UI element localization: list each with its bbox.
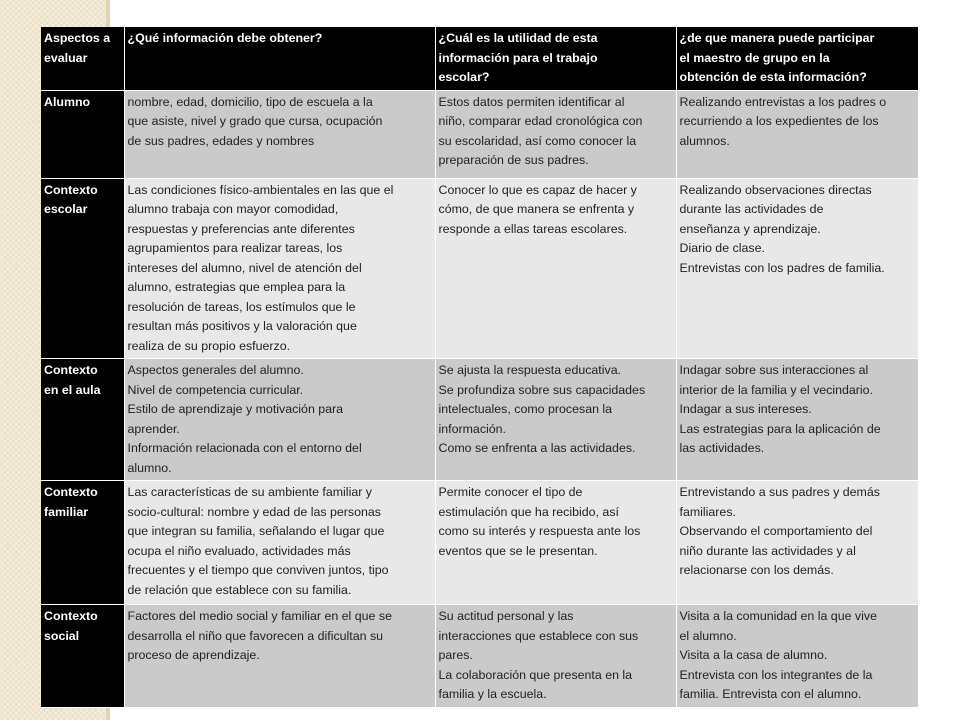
header-informacion: ¿Qué información debe obtener? [124,27,435,90]
row-label: Contexto escolar [41,178,124,359]
utility-cell: Su actitud personal y las interacciones que establece con sus pares. La colaboración que presenta en la familia y la escuela. [435,605,676,708]
header-utilidad: ¿Cuál es la utilidad de esta información para el trabajo escolar? [435,27,676,90]
row-label: Alumno [41,90,124,178]
table-row [41,481,918,605]
utility-cell: Permite conocer el tipo de estimulación que ha recibido, así como su interés y respuesta ante los eventos que se le presentan. [435,481,676,605]
header-row [41,27,918,90]
utility-cell: Conocer lo que es capaz de hacer y cómo, de que manera se enfrenta y responde a ellas tareas escolares. [435,178,676,359]
info-cell: Las características de su ambiente familiar y socio-cultural: nombre y edad de las personas que integran su familia, señalando el lugar que ocupa el niño evaluado, actividades más frecuentes y el tiempo que conviven juntos, tipo de relación que establece con su familia. [124,481,435,605]
participation-cell: Realizando entrevistas a los padres o recurriendo a los expedientes de los alumnos. [676,90,918,178]
info-cell: Las condiciones físico-ambientales en las que el alumno trabaja con mayor comodidad, respuestas y preferencias ante diferentes agrupamientos para realizar tareas, los intereses del alumno, nivel de atención del alumno, estrategias que emplea para la resolución de tareas, los estímulos que le resultan más positivos y la valoración que realiza de su propio esfuerzo. [124,178,435,359]
table-row [41,605,918,708]
participation-cell: Indagar sobre sus interacciones al interior de la familia y el vecindario. Indagar a sus intereses. Las estrategias para la aplicación de las actividades. [676,359,918,481]
table-row [41,178,918,359]
table-row [41,90,918,178]
row-label: Contexto familiar [41,481,124,605]
info-cell: nombre, edad, domicilio, tipo de escuela a la que asiste, nivel y grado que cursa, ocupación de sus padres, edades y nombres [124,90,435,178]
row-label: Contexto en el aula [41,359,124,481]
table-row [41,359,918,481]
header-participacion: ¿de que manera puede participar el maestro de grupo en la obtención de esta información? [676,27,918,90]
participation-cell: Visita a la comunidad en la que vive el alumno. Visita a la casa de alumno. Entrevista con los integrantes de la familia. Entrevista con el alumno. [676,605,918,708]
participation-cell: Entrevistando a sus padres y demás familiares. Observando el comportamiento del niño durante las actividades y al relacionarse con los demás. [676,481,918,605]
evaluation-table [41,27,919,708]
utility-cell: Estos datos permiten identificar al niño, comparar edad cronológica con su escolaridad, así como conocer la preparación de sus padres. [435,90,676,178]
utility-cell: Se ajusta la respuesta educativa. Se profundiza sobre sus capacidades intelectuales, como procesan la información. Como se enfrenta a las actividades. [435,359,676,481]
header-aspectos: Aspectos a evaluar [41,27,124,90]
info-cell: Factores del medio social y familiar en el que se desarrolla el niño que favorecen a dificultan su proceso de aprendizaje. [124,605,435,708]
info-cell: Aspectos generales del alumno. Nivel de competencia curricular. Estilo de aprendizaje y motivación para aprender. Información relacionada con el entorno del alumno. [124,359,435,481]
participation-cell: Realizando observaciones directas durante las actividades de enseñanza y aprendizaje. Diario de clase. Entrevistas con los padres de familia. [676,178,918,359]
row-label: Contexto social [41,605,124,708]
